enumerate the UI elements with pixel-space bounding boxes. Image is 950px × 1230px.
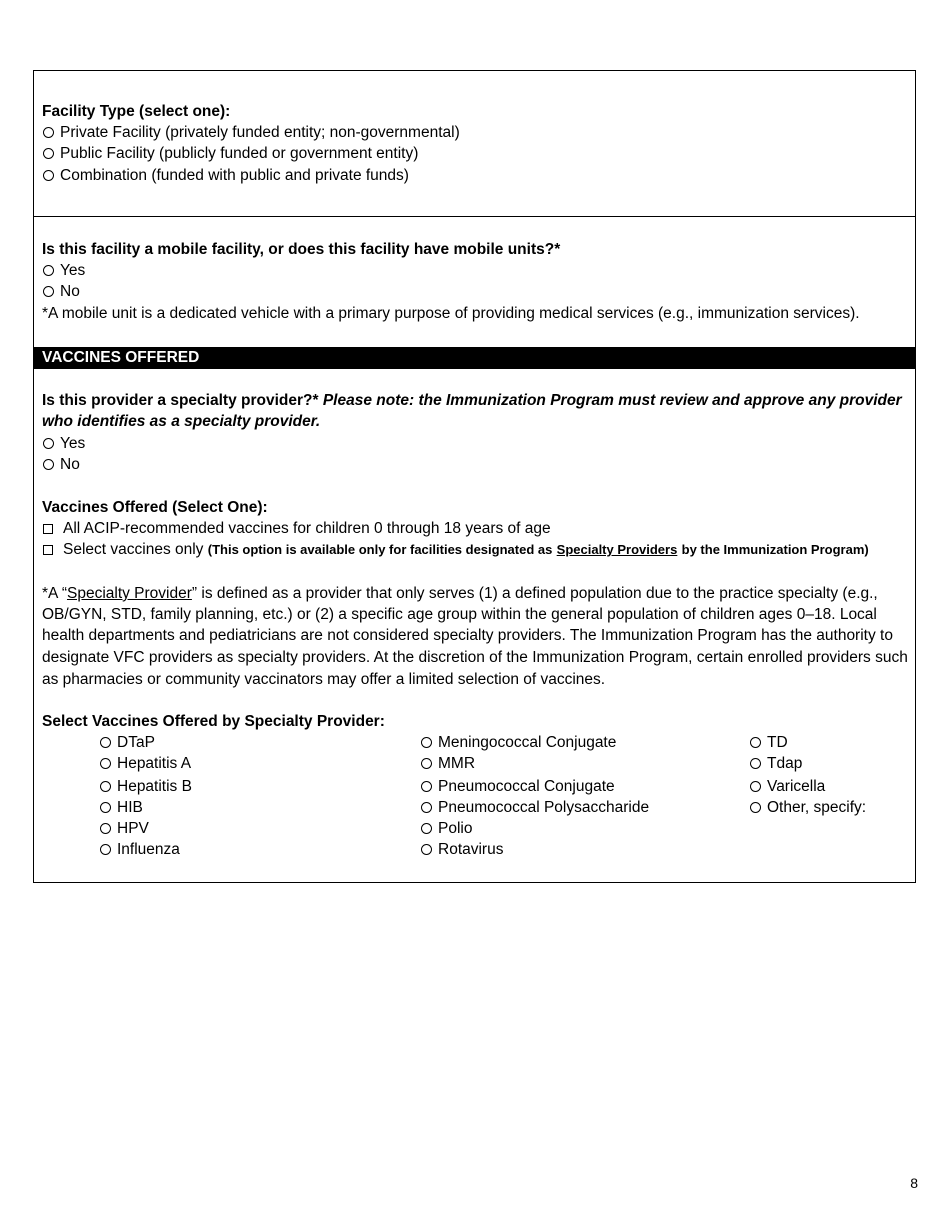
- specialty-question-line: [42, 390, 902, 411]
- vaccines-offered-option-all[interactable]: All ACIP-recommended vaccines for children 0 through 18 years of age: [43, 518, 551, 539]
- mobile-option-yes[interactable]: Yes: [43, 260, 85, 281]
- select-option-note-b: by the Immunization Program): [681, 542, 869, 557]
- specialty-vaccines-label: Select Vaccines Offered by Specialty Provider:: [42, 713, 385, 730]
- vaccine-option-hpv[interactable]: HPV: [100, 818, 149, 839]
- facility-type-option-private[interactable]: Private Facility (privately funded entity; non-governmental): [43, 122, 460, 143]
- specialty-option-no[interactable]: No: [43, 454, 80, 475]
- specialty-question: Is this provider a specialty provider?*: [42, 392, 319, 409]
- specialty-note-line1: Please note: the Immunization Program must review and approve any provider: [322, 392, 902, 409]
- vaccine-option-influenza[interactable]: Influenza: [100, 839, 180, 860]
- definition-line2: OB/GYN, STD, family planning, etc.) or (2) a specific age group within the general population of children ages 0–18. Local: [42, 606, 877, 623]
- definition-line5: as pharmacies or community vaccinators may offer a limited selection of vaccines.: [42, 671, 606, 688]
- vaccine-option-pneumococcal-polysaccharide[interactable]: Pneumococcal Polysaccharide: [421, 797, 649, 818]
- definition-line1: [42, 583, 878, 604]
- specialty-option-yes[interactable]: Yes: [43, 433, 85, 454]
- vaccine-option-meningococcal-conjugate[interactable]: Meningococcal Conjugate: [421, 732, 616, 753]
- facility-type-option-public[interactable]: Public Facility (publicly funded or government entity): [43, 143, 418, 164]
- select-option-note-a: (This option is available only for facilities designated as: [207, 542, 553, 557]
- section-header-vaccines-offered: VACCINES OFFERED: [34, 347, 915, 369]
- specialty-note-line2: who identifies as a specialty provider.: [42, 413, 321, 430]
- select-option-note-link: Specialty Providers: [556, 542, 678, 557]
- vaccine-option-hepatitis-a[interactable]: Hepatitis A: [100, 753, 191, 774]
- divider: [33, 216, 916, 217]
- definition-line1-rest: ” is defined as a provider that only serves (1) a defined population due to the practice specialty (e.g.,: [191, 585, 878, 602]
- facility-type-option-combination[interactable]: Combination (funded with public and private funds): [43, 165, 409, 186]
- definition-term: Specialty Provider: [66, 585, 192, 602]
- vaccine-option-varicella[interactable]: Varicella: [750, 776, 825, 797]
- vaccines-offered-option-select-line: [43, 539, 869, 560]
- page-number: 8: [910, 1175, 918, 1191]
- vaccines-offered-option-select-label: Select vaccines only: [63, 541, 204, 558]
- vaccines-offered-label: Vaccines Offered (Select One):: [42, 499, 268, 516]
- definition-prefix: *A “: [42, 585, 67, 602]
- definition-line4: designate VFC providers as specialty providers. At the discretion of the Immunization Program, certain enrolled providers such: [42, 649, 908, 666]
- vaccine-option-hib[interactable]: HIB: [100, 797, 143, 818]
- vaccine-option-other[interactable]: Other, specify:: [750, 797, 866, 818]
- vaccine-option-mmr[interactable]: MMR: [421, 753, 475, 774]
- vaccine-option-hepatitis-b[interactable]: Hepatitis B: [100, 776, 192, 797]
- mobile-question: Is this facility a mobile facility, or does this facility have mobile units?*: [42, 241, 561, 258]
- vaccine-option-tdap[interactable]: Tdap: [750, 753, 802, 774]
- vaccine-option-pneumococcal-conjugate[interactable]: Pneumococcal Conjugate: [421, 776, 615, 797]
- vaccines-offered-option-select[interactable]: [43, 541, 63, 558]
- vaccine-option-dtap[interactable]: DTaP: [100, 732, 155, 753]
- facility-type-label: Facility Type (select one):: [42, 103, 231, 120]
- definition-line3: health departments and pediatricians are not considered specialty providers. The Immunization Program has the authority to: [42, 627, 893, 644]
- mobile-option-no[interactable]: No: [43, 281, 80, 302]
- vaccine-option-polio[interactable]: Polio: [421, 818, 472, 839]
- vaccine-option-td[interactable]: TD: [750, 732, 788, 753]
- vaccine-option-rotavirus[interactable]: Rotavirus: [421, 839, 503, 860]
- mobile-unit-note: *A mobile unit is a dedicated vehicle with a primary purpose of providing medical services (e.g., immunization services).: [42, 305, 860, 322]
